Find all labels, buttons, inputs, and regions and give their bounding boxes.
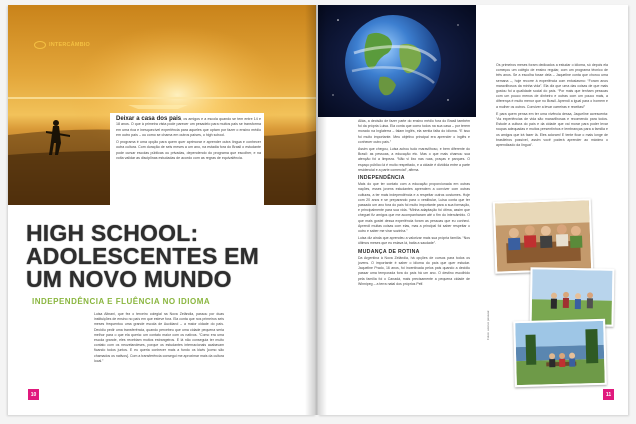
left-page [8,5,316,415]
section-tag [34,41,90,49]
group-photo-field [530,267,615,326]
paragraph: Luisa diz ainda que aprendeu a valorizar mais sua própria família. “Nos últimos meses que eu estava lá, batia a saudade”. [358,236,470,246]
group-photo-table [493,198,593,273]
paragraph: Aliás, a decisão de fazer parte do ensino médio fora do Brasil também foi da própria Luisa. Ela conta que como todos na sua casa – por terem morado na Inglaterra – falam inglês, ela sentia falta do idioma. “E isso foi muito importante. Meu objetivo principal era aprender o inglês e conhecer outro país.” [358,119,470,144]
paragraph: Mais do que ter contato com a educação proporcionada em outras nações, esses jovens estudantes aprendem a conviver com outras culturas, a ter mais independência e a respeitar outros costumes. Hoje com 20 anos e se preparando para o vestibular, Luisa conta que ter passado um ano fora do país foi muito importante para a sua formação, e principalmente para sua vida. “Minha adaptação foi ótima, assim que cheguei fiz amigos que me acompanharam até o fim do intercâmbio. O que mais gostei dessa experiência foram as pessoas que eu conheci. Aprendi muitas coisas com elas, mas a principal foi saber respeitar o outro e saber me virar sozinha.” [358,182,470,234]
earth-photo [318,5,476,117]
section-heading-independencia: INDEPENDÊNCIA [358,175,405,182]
photo-credit: Fotos: acervo pessoal [486,310,490,340]
intro-paragraph [116,117,261,161]
column-right-1 [358,119,470,289]
page-number-right: 11 [603,389,614,400]
paragraph: E para quem pensa em ter uma vivência dessa, Jaqueline acrescenta: “As experiências de vida são maravilhosas e recomendo para todos. Estude a cultura do país e da cidade que vai morar para poder levar roupas adequadas e muitos presentinhos e lembranças para a família e os amigos que irá fazer lá. Eles adoram! E tente ficar o mais longe de brasileiros possível, assim você poderá aprender ao máximo o aprendizado da língua”. [496,111,608,148]
headline-line-3: UM NOVO MUNDO [26,266,232,292]
headline [26,222,311,291]
paragraph: Os primeiros meses foram dedicados a estudar o idioma, só depois ela começou um colégio de ensino regular, com um programa técnico de três anos. Se a escolha fosse dela – Jaqueline conta que chorou uma semana –, hoje recorre à experiência com entusiasmo: “Foram anos maravilhosos da minha vida”. Ela diz que uma das coisas de que mais gostou foi a qualidade social do país. “Por mais que tenham pessoas com um pouco menos de dinheiro e outras com um pouco mais, a diferença é muito menor que no Brasil. Aprendi a igual para o homem e a mulher os outros. Conviver a levar carreiras e receitas!” [496,63,608,109]
section-heading-mudanca: MUDANÇA DE ROTINA [358,248,420,255]
intro-lead: Deixar a casa dos pais [116,116,182,122]
headline-line-1: HIGH SCHOOL: [26,220,199,246]
group-photo-lake [513,319,607,387]
paragraph: Assim que chegou, Luisa achou tudo maravilhoso, e bem diferente do Brasil: as pessoas, a educação etc. Mas o que mais chamou sua atenção foi a limpeza. “Não vi lixo nas ruas, praças e parques. O espaço público lá é muito respeitado, e a cidade é dividida entre a parte residencial e a parte comercial”, afirma. [358,147,470,172]
magazine-logo-icon [34,41,46,49]
intro-text-1: , os amigos e a escola quando se tem entre 14 e 18 anos. O que à primeira vista pode parecer um pesadelo para muitos pais se transforma em uma rica e inesquecível experiência para aqueles que optam por fazer o ensino médio em outro país – ou como se chama em outros países, o high school. [116,117,262,137]
intro-text-2: O programa é uma opção para quem quer aprimorar e aprender outra língua e conhecer outra cultura. Com duração de seis meses a um ano, na estadia fora do Brasil o estudante pode cursar escolas públicas ou privadas, dependendo do programa que escolher, e na volta validar as disciplinas estudadas de acordo com as regras de equivalência. [116,140,261,161]
body-text-left: Luisa Altnani, que fez o terceiro colegial na Nova Zelândia, passou por duas instituições de ensino no país em que esteve fora. Ela conta que nos primeiros seis meses frequentou uma grande escola de Auckland – a maior cidade do país. Decidiu pedir uma transferência, quando percebeu que uma cidade pequena seria melhor para o que ela queria: um contato maior com os nativos. “Como era uma escola grande, eles recebiam muitos estrangeiros. E lá não conseguia ter muito contato com os neozelandeses, porque os estudantes internacionais acabavam ficando todos juntos. E eu queria conhecer mais a fundo os kiwis [como são chamados os nativos]. Com a transferência consegui me aproximar mais da cultura local.” [94,312,224,363]
right-page [318,5,628,415]
column-right-2 [496,63,608,150]
page-number-left: 10 [28,389,39,400]
paragraph: Da Argentina à Nova Zelândia, há opções de cursos para todos os jovens. O importante é saber o idioma do país que quer estudar. Jaqueline Prado, 16 anos, foi incentivada pelos pais quando a decidiu passar uma temporada fora do país há um ano. O destino escolhido pela família foi o Canadá, mais precisamente a pequena cidade de Winnipeg – a terra natal dos próprios Pelf. [358,255,470,286]
subheadline: INDEPENDÊNCIA E FLUÊNCIA NO IDIOMA [32,297,211,306]
section-tag-label: INTERCÂMBIO [49,42,91,48]
headline-line-2: ADOLESCENTES EM [26,243,260,269]
